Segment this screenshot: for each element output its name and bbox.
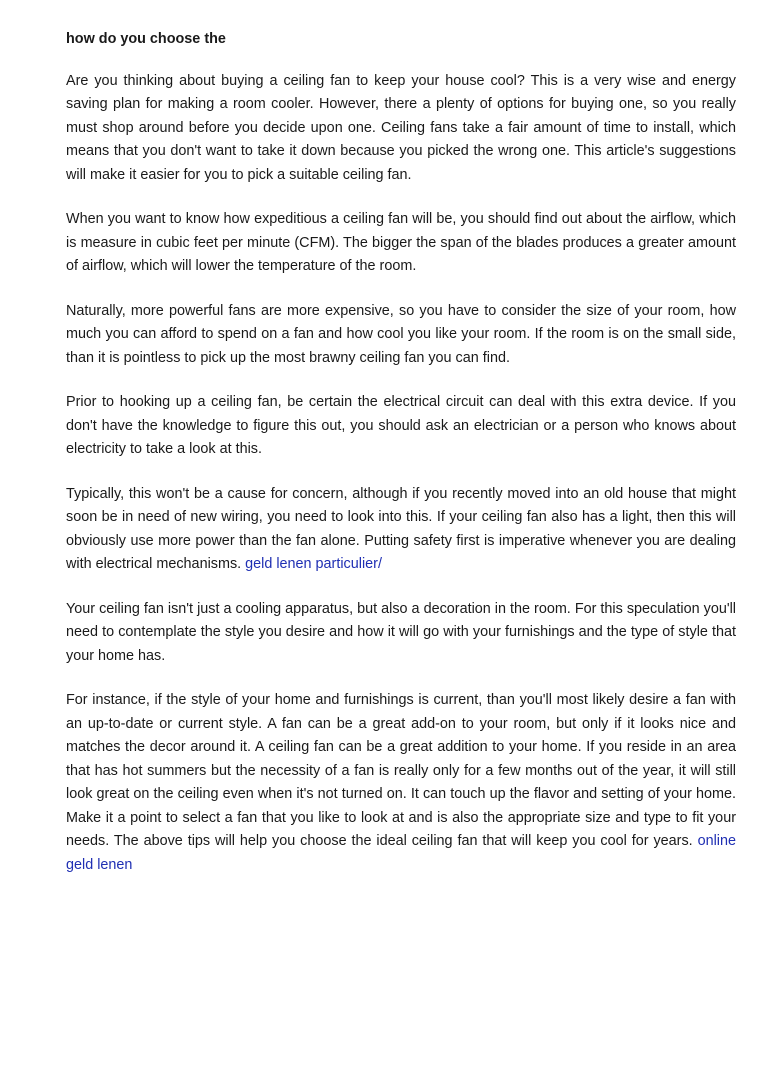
paragraph-text: Are you thinking about buying a ceiling fan to keep your house cool? This is a very wise and energy saving plan for making a room cooler. However, there a plenty of options for buying one, so you really must shop around before you decide upon one. Ceiling fans take a fair amount of time to install, which means that you don't want to take it down because you picked the wrong one. This article's suggestions will make it easier for you to pick a suitable ceiling fan. (66, 72, 736, 183)
paragraph-1 (66, 70, 736, 188)
paragraph-7 (66, 689, 736, 877)
paragraph-text: Prior to hooking up a ceiling fan, be certain the electrical circuit can deal with this extra device. If you don't have the knowledge to figure this out, you should ask an electrician or a person who knows about electricity to take a look at this. (66, 394, 736, 457)
paragraph-text: Your ceiling fan isn't just a cooling apparatus, but also a decoration in the room. For this speculation you'll need to contemplate the style you desire and how it will go with your furnishings and the type of style that your home has. (66, 600, 736, 664)
paragraph-5 (66, 483, 736, 577)
paragraph-3 (66, 300, 736, 371)
paragraph-4 (66, 391, 736, 462)
paragraph-text: For instance, if the style of your home and furnishings is current, than you'll most likely desire a fan with an up-to-date or current style. A fan can be a great add-on to your room, but only if it looks nice and matches the decor around it. A ceiling fan can be a great addition to your home. If you reside in an area that has hot summers but the necessity of a fan is really only for a few months out of the year, it will still look great on the ceiling even when it's not turned on. It can touch up the flavor and setting of your home. Make it a point to select a fan that you like to look at and is also the appropriate size and type to fit your needs. The above tips will help you choose the ideal ceiling fan that will keep you cool for years. (66, 692, 736, 849)
paragraph-text: When you want to know how expeditious a ceiling fan will be, you should find out about the airflow, which is measure in cubic feet per minute (CFM). The bigger the span of the blades produces a greater amount of airflow, which will lower the temperature of the room. (66, 211, 736, 274)
link-online-geld-lenen[interactable]: online geld lenen (66, 833, 736, 873)
paragraph-text: Naturally, more powerful fans are more expensive, so you have to consider the size of your room, how much you can afford to spend on a fan and how cool you like your room. If the room is on the small side, than it is pointless to pick up the most brawny ceiling fan you can find. (66, 302, 736, 366)
document-page (66, 28, 736, 898)
paragraph-text: Typically, this won't be a cause for concern, although if you recently moved into an old house that might soon be in need of new wiring, you need to look into this. If your ceiling fan also has a light, then this will obviously use more power than the fan alone. Putting safety first is imperative whenever you are dealing with electrical mechanisms. (66, 485, 736, 572)
paragraph-2 (66, 208, 736, 279)
paragraph-6 (66, 598, 736, 669)
link-geld-lenen-particulier[interactable]: geld lenen particulier/ (245, 556, 382, 572)
document-title: how do you choose the (66, 31, 226, 47)
